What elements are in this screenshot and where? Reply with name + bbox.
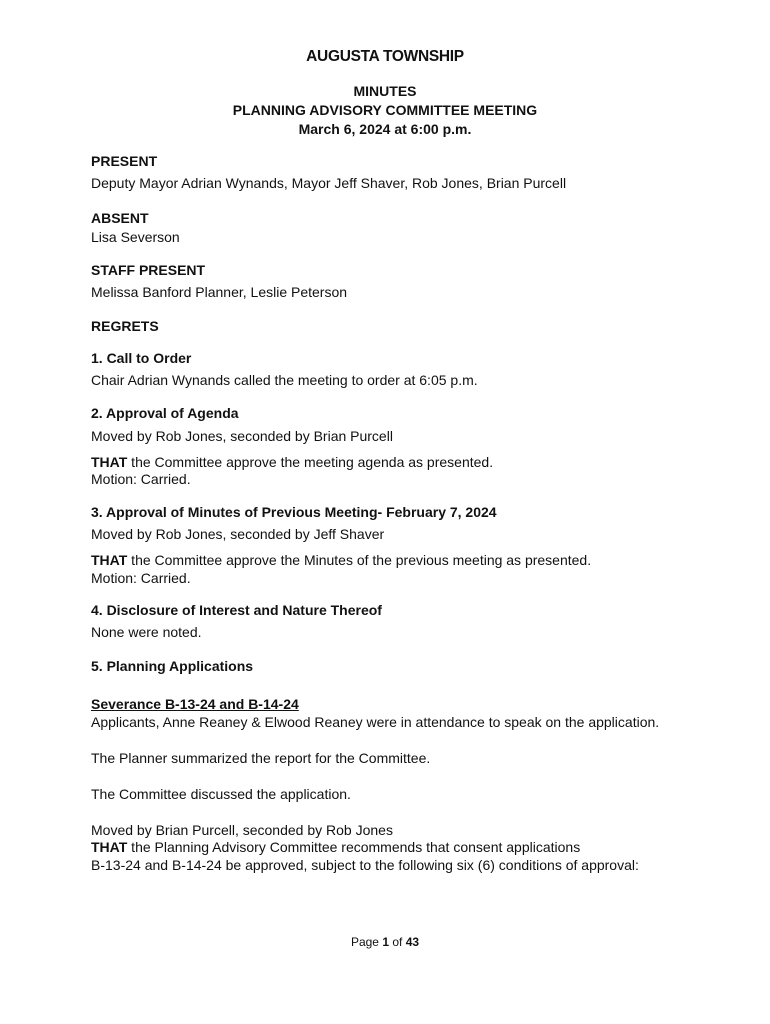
minutes-resolution-text: the Committee approve the Minutes of the previous meeting as presented. [127, 552, 592, 568]
planning-resolution [91, 839, 580, 856]
planning-heading: 5. Planning Applications [91, 658, 254, 674]
present-heading: PRESENT [91, 153, 158, 169]
call-to-order-text: Chair Adrian Wynands called the meeting to order at 6:05 p.m. [91, 372, 478, 388]
agenda-motion: Motion: Carried. [91, 471, 191, 487]
page-footer [0, 934, 770, 951]
staff-heading: STAFF PRESENT [91, 262, 206, 278]
planning-moved: Moved by Brian Purcell, seconded by Rob Jones [91, 822, 393, 838]
absent-heading: ABSENT [91, 210, 149, 226]
minutes-that: THAT [91, 552, 128, 568]
committee-text: The Committee discussed the application. [91, 786, 351, 802]
absent-text: Lisa Severson [91, 229, 180, 245]
regrets-heading: REGRETS [91, 318, 159, 334]
agenda-moved: Moved by Rob Jones, seconded by Brian Purcell [91, 428, 393, 444]
agenda-heading: 2. Approval of Agenda [91, 405, 239, 421]
disclosure-heading: 4. Disclosure of Interest and Nature Thereof [91, 602, 382, 618]
planning-resolution-text: the Planning Advisory Committee recommends that consent applications [127, 839, 581, 855]
planning-resolution-cont: B-13-24 and B-14-24 be approved, subject to the following six (6) conditions of approval: [91, 857, 639, 873]
minutes-resolution [91, 552, 591, 569]
present-text: Deputy Mayor Adrian Wynands, Mayor Jeff Shaver, Rob Jones, Brian Purcell [91, 175, 567, 191]
agenda-resolution-text: the Committee approve the meeting agenda as presented. [127, 454, 494, 470]
minutes-motion: Motion: Carried. [91, 570, 191, 586]
minutes-heading: 3. Approval of Minutes of Previous Meeting- February 7, 2024 [91, 504, 497, 520]
page-total: 43 [405, 935, 420, 949]
agenda-resolution [91, 454, 493, 471]
doc-type: MINUTES [353, 83, 417, 99]
planner-text: The Planner summarized the report for the Committee. [91, 750, 431, 766]
applicants-text: Applicants, Anne Reaney & Elwood Reaney were in attendance to speak on the application. [91, 714, 660, 730]
meeting-date: March 6, 2024 at 6:00 p.m. [298, 121, 472, 137]
severance-subheading: Severance B-13-24 and B-14-24 [91, 696, 299, 712]
planning-that: THAT [91, 839, 128, 855]
page-number: 1 [382, 935, 389, 949]
call-to-order-heading: 1. Call to Order [91, 350, 192, 366]
agenda-that: THAT [91, 454, 128, 470]
staff-text: Melissa Banford Planner, Leslie Peterson [91, 284, 348, 300]
minutes-moved: Moved by Rob Jones, seconded by Jeff Shaver [91, 526, 385, 542]
disclosure-text: None were noted. [91, 624, 202, 640]
org-title: AUGUSTA TOWNSHIP [306, 48, 464, 65]
page-label: Page [350, 935, 383, 949]
of-label: of [389, 935, 406, 949]
meeting-title: PLANNING ADVISORY COMMITTEE MEETING [232, 102, 538, 118]
